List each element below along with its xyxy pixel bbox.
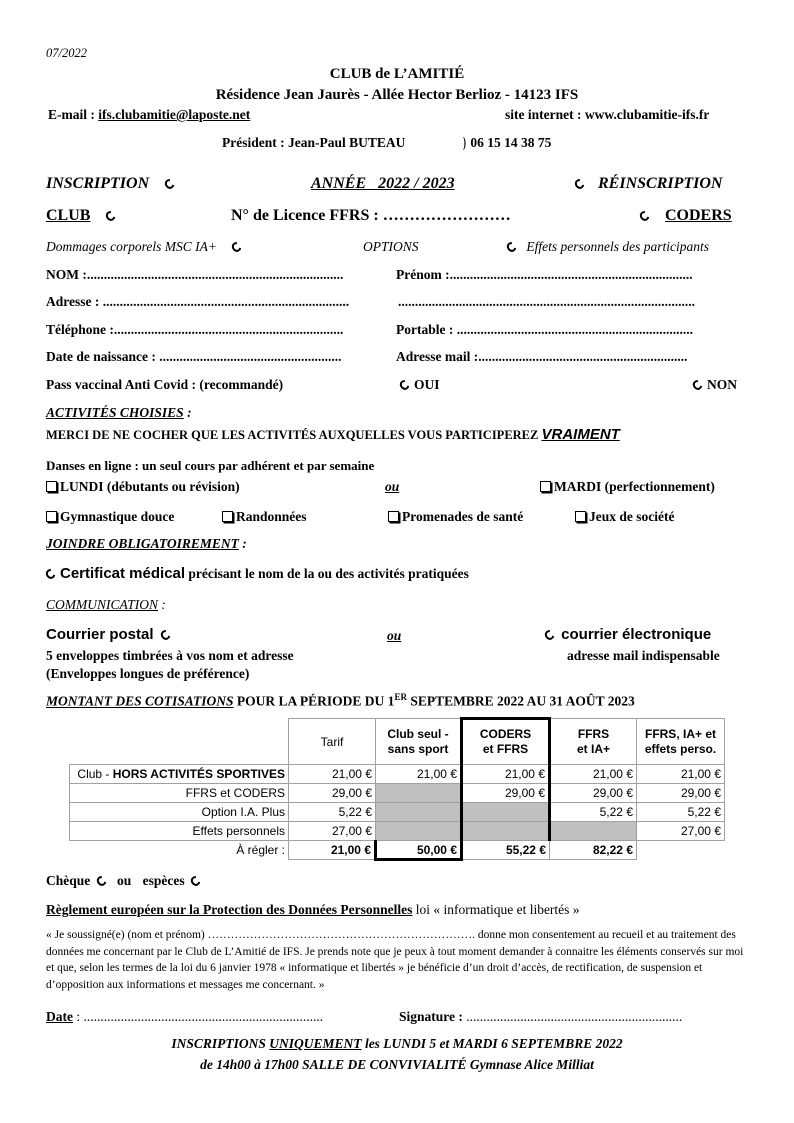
footer-line-1 bbox=[0, 1036, 794, 1052]
promenade-label: Promenades de santé bbox=[402, 509, 524, 524]
prenom-field[interactable]: Prénom :........................................................................ bbox=[396, 267, 693, 282]
club-address: Résidence Jean Jaurès - Allée Hector Berlioz - 14123 IFS bbox=[215, 87, 579, 103]
footer-line1-underlined: UNIQUEMENT bbox=[269, 1036, 362, 1051]
table-row bbox=[70, 822, 725, 841]
footer-line1-pre: INSCRIPTIONS bbox=[171, 1036, 270, 1051]
effects-option[interactable] bbox=[507, 239, 709, 255]
club-radio-icon[interactable] bbox=[104, 209, 117, 222]
join-title: JOINDRE OBLIGATOIREMENT bbox=[46, 536, 239, 551]
table-cell: 29,00 € bbox=[289, 784, 376, 803]
header-ffrs-ia-effets: FFRS, IA+ et effets perso. bbox=[637, 719, 725, 765]
header-ffrs-ia: FFRS et IA+ bbox=[550, 719, 637, 765]
communication-colon: : bbox=[158, 597, 166, 612]
phone-icon: ) bbox=[463, 135, 466, 151]
nom-field[interactable]: NOM :............................................................................ bbox=[46, 267, 344, 282]
coders-option[interactable] bbox=[640, 207, 732, 225]
payment-or: ou bbox=[117, 873, 132, 888]
table-cell: 21,00 € bbox=[637, 765, 725, 784]
promenade-option[interactable] bbox=[388, 509, 523, 525]
total-cell: 55,22 € bbox=[462, 841, 550, 860]
promenade-checkbox-icon[interactable] bbox=[388, 511, 399, 522]
email-line bbox=[48, 107, 250, 123]
jeux-checkbox-icon[interactable] bbox=[575, 511, 586, 522]
header-coders: CODERS et FFRS bbox=[462, 719, 550, 765]
rando-option[interactable] bbox=[222, 509, 307, 525]
postal-option[interactable] bbox=[46, 626, 170, 643]
non-label: NON bbox=[707, 377, 737, 392]
pass-oui-option[interactable] bbox=[400, 377, 440, 393]
cheque-label: Chèque bbox=[46, 873, 91, 888]
coders-label: CODERS bbox=[665, 207, 732, 224]
options-label: OPTIONS bbox=[363, 239, 419, 254]
postal-note-2: (Enveloppes longues de préférence) bbox=[46, 666, 250, 681]
rgpd-text: « Je soussigné(e) (nom et prénom) ……………………………………………………………. donne mon consentement au recueil et au traitement des données me concernant par le Club de L’Amitié de IFS. Je prends note que je peux à tout moment demander à connaitre les éléments conservés sur moi et que, selon les termes de la loi du 6 janvier 1978 « informatique et libertés » je bénéficie d’un droit d’accès, de rectification, de suspension et d’opposition aux informations et messages me concernant. » bbox=[46, 929, 744, 991]
communication-title: COMMUNICATION bbox=[46, 597, 159, 612]
document-date: 07/2022 bbox=[46, 46, 87, 60]
effects-label: Effets personnels des participants bbox=[526, 239, 709, 254]
jeux-option[interactable] bbox=[575, 509, 674, 525]
cheque-radio-icon[interactable] bbox=[95, 874, 108, 887]
lundi-checkbox-icon[interactable] bbox=[46, 481, 57, 492]
rgpd-title-rest: loi « informatique et libertés » bbox=[412, 902, 580, 917]
club-name: CLUB de L’AMITIÉ bbox=[329, 66, 465, 82]
table-cell: 29,00 € bbox=[550, 784, 637, 803]
naissance-field[interactable]: Date de naissance : ...................................................... bbox=[46, 349, 342, 364]
electronic-label: courrier électronique bbox=[561, 626, 712, 643]
table-cell-disabled bbox=[550, 822, 637, 841]
footer-line-2: de 14h00 à 17h00 SALLE DE CONVIVIALITÉ Gymnase Alice Milliat bbox=[200, 1057, 594, 1072]
mardi-label: MARDI (perfectionnement) bbox=[554, 479, 715, 494]
especes-label: espèces bbox=[142, 873, 185, 888]
date-field[interactable] bbox=[46, 1009, 323, 1025]
table-cell: 27,00 € bbox=[289, 822, 376, 841]
signature-field[interactable] bbox=[399, 1009, 682, 1025]
total-cell: 50,00 € bbox=[376, 841, 462, 860]
table-cell: 5,22 € bbox=[550, 803, 637, 822]
activities-colon: : bbox=[183, 405, 192, 420]
electronic-option[interactable] bbox=[545, 626, 711, 643]
electronic-radio-icon[interactable] bbox=[543, 628, 556, 641]
table-cell: 5,22 € bbox=[289, 803, 376, 822]
inscription-label: INSCRIPTION bbox=[46, 175, 150, 192]
row-label: FFRS et CODERS bbox=[70, 784, 289, 803]
dance-or: ou bbox=[385, 479, 400, 494]
adresse-line2-field[interactable]: ........................................................................................ bbox=[398, 294, 695, 309]
year-label: ANNÉE 2022 / 2023 bbox=[311, 175, 455, 192]
especes-radio-icon[interactable] bbox=[189, 874, 202, 887]
inscription-radio-icon[interactable] bbox=[163, 177, 176, 190]
pass-non-option[interactable] bbox=[693, 377, 737, 393]
total-cell: 82,22 € bbox=[550, 841, 637, 860]
postal-note-1: 5 enveloppes timbrées à vos nom et adresse bbox=[46, 648, 294, 663]
postal-radio-icon[interactable] bbox=[159, 628, 172, 641]
total-cell: 21,00 € bbox=[289, 841, 376, 860]
join-heading bbox=[46, 536, 247, 552]
table-cell: 29,00 € bbox=[637, 784, 725, 803]
table-cell: 21,00 € bbox=[289, 765, 376, 784]
communication-or: ou bbox=[387, 628, 402, 643]
signature-label: Signature : bbox=[399, 1009, 463, 1024]
table-header-row bbox=[70, 719, 725, 765]
gym-label: Gymnastique douce bbox=[60, 509, 175, 524]
lundi-label: LUNDI (débutants ou révision) bbox=[60, 479, 240, 494]
gym-checkbox-icon[interactable] bbox=[46, 511, 57, 522]
table-cell: 5,22 € bbox=[637, 803, 725, 822]
table-row bbox=[70, 803, 725, 822]
lundi-option[interactable] bbox=[46, 479, 240, 495]
portable-field[interactable]: Portable : ...................................................................... bbox=[396, 322, 693, 337]
table-row bbox=[70, 784, 725, 803]
footer-line1-post: les LUNDI 5 et MARDI 6 SEPTEMBRE 2022 bbox=[361, 1036, 623, 1051]
effects-radio-icon[interactable] bbox=[505, 240, 518, 253]
row-label-pre: Club - bbox=[77, 767, 113, 781]
table-cell: 27,00 € bbox=[637, 822, 725, 841]
header-empty-cell bbox=[70, 719, 289, 765]
certificat-radio-icon[interactable] bbox=[44, 567, 57, 580]
table-cell: 21,00 € bbox=[462, 765, 550, 784]
email-label: E-mail : bbox=[48, 107, 95, 122]
gym-option[interactable] bbox=[46, 509, 174, 525]
total-label: À régler : bbox=[236, 843, 285, 858]
fees-title: MONTANT DES COTISATIONS bbox=[46, 693, 234, 709]
table-cell-disabled bbox=[376, 784, 462, 803]
header-club-seul: Club seul - sans sport bbox=[376, 719, 462, 765]
oui-label: OUI bbox=[414, 377, 440, 392]
certificat-option[interactable] bbox=[46, 565, 469, 582]
adresse-field[interactable]: Adresse : ......................................................................... bbox=[46, 294, 350, 309]
activities-heading bbox=[46, 405, 192, 421]
join-colon: : bbox=[238, 536, 247, 551]
rando-checkbox-icon[interactable] bbox=[222, 511, 233, 522]
payment-options bbox=[46, 873, 200, 889]
table-row bbox=[70, 765, 725, 784]
row-label-bold: HORS ACTIVITÉS SPORTIVES bbox=[112, 767, 285, 781]
damage-radio-icon[interactable] bbox=[230, 240, 243, 253]
club-label: CLUB bbox=[46, 207, 91, 224]
rando-label: Randonnées bbox=[236, 509, 307, 524]
activities-notice-text: MERCI DE NE COCHER QUE LES ACTIVITÉS AUXQUELLES VOUS PARTICIPEREZ bbox=[46, 428, 539, 442]
damage-label: Dommages corporels MSC IA+ bbox=[46, 239, 217, 254]
reinscription-label: RÉINSCRIPTION bbox=[598, 175, 723, 192]
mardi-option[interactable] bbox=[540, 479, 715, 495]
fees-period-post: SEPTEMBRE 2022 AU 31 AOÛT 2023 bbox=[406, 693, 635, 709]
fees-table bbox=[69, 717, 725, 861]
date-dots: : ....................................................................... bbox=[73, 1009, 324, 1024]
table-cell: 29,00 € bbox=[462, 784, 550, 803]
president: Président : Jean-Paul BUTEAU bbox=[222, 135, 406, 150]
email-note: adresse mail indispensable bbox=[567, 648, 720, 663]
email-link[interactable]: ifs.clubamitie@laposte.net bbox=[98, 107, 251, 122]
fees-period-pre: POUR LA PÉRIODE DU 1 bbox=[233, 693, 395, 709]
mardi-checkbox-icon[interactable] bbox=[540, 481, 551, 492]
vraiment-emphasis: VRAIMENT bbox=[541, 426, 620, 443]
row-label: Option I.A. Plus bbox=[70, 803, 289, 822]
oui-radio-icon[interactable] bbox=[398, 378, 411, 391]
phone-line bbox=[462, 135, 551, 152]
telephone-field[interactable]: Téléphone :.................................................................... bbox=[46, 322, 344, 337]
jeux-label: Jeux de société bbox=[589, 509, 675, 524]
postal-label: Courrier postal bbox=[46, 626, 154, 643]
website: site internet : www.clubamitie-ifs.fr bbox=[505, 107, 710, 122]
table-cell-disabled bbox=[376, 822, 462, 841]
certificat-detail: précisant le nom de la ou des activités pratiquées bbox=[188, 566, 469, 581]
club-option[interactable] bbox=[46, 207, 115, 225]
fees-period-sup: ER bbox=[394, 692, 407, 702]
table-cell-disabled bbox=[462, 822, 550, 841]
rgpd-heading bbox=[46, 902, 580, 918]
inscription-option[interactable] bbox=[46, 175, 174, 193]
mail-field[interactable]: Adresse mail :.............................................................. bbox=[396, 349, 688, 364]
non-radio-icon[interactable] bbox=[691, 378, 704, 391]
certificat-label: Certificat médical bbox=[60, 565, 186, 582]
pass-label: Pass vaccinal Anti Covid : (recommandé) bbox=[46, 377, 284, 392]
fees-heading bbox=[46, 692, 635, 710]
damage-option[interactable] bbox=[46, 239, 241, 255]
table-total-row bbox=[70, 841, 725, 860]
header-tarif: Tarif bbox=[289, 719, 376, 765]
coders-radio-icon[interactable] bbox=[638, 209, 651, 222]
row-label: Effets personnels bbox=[70, 822, 289, 841]
phone-number: 06 15 14 38 75 bbox=[470, 135, 552, 150]
table-cell-disabled bbox=[462, 803, 550, 822]
activities-notice bbox=[46, 426, 620, 443]
signature-dots: ................................................................ bbox=[462, 1009, 683, 1024]
rgpd-title: Règlement européen sur la Protection des Données Personnelles bbox=[46, 902, 413, 917]
dance-title: Danses en ligne : un seul cours par adhérent et par semaine bbox=[46, 458, 375, 473]
date-label: Date bbox=[46, 1009, 73, 1024]
licence-field[interactable]: N° de Licence FFRS : …………………… bbox=[231, 207, 511, 224]
reinscription-option[interactable] bbox=[575, 175, 722, 193]
table-cell: 21,00 € bbox=[550, 765, 637, 784]
row-label bbox=[70, 765, 289, 784]
communication-heading bbox=[46, 597, 166, 613]
table-cell-disabled bbox=[376, 803, 462, 822]
table-cell: 21,00 € bbox=[376, 765, 462, 784]
activities-title: ACTIVITÉS CHOISIES bbox=[46, 405, 184, 420]
reinscription-radio-icon[interactable] bbox=[573, 177, 586, 190]
